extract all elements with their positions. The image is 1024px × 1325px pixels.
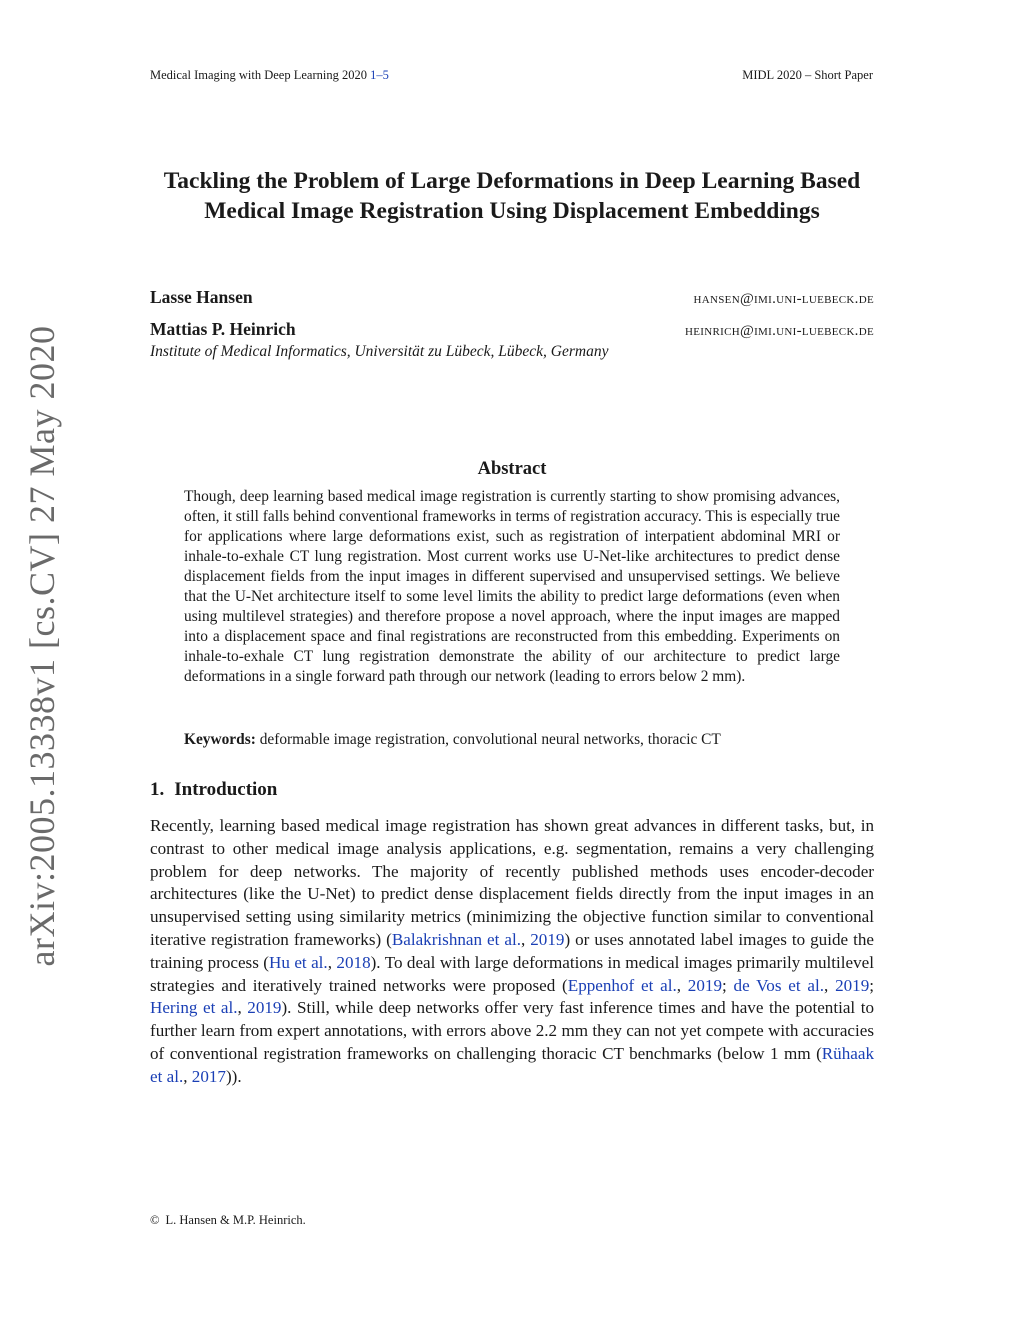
author-row-2 xyxy=(150,319,874,340)
affiliation: Institute of Medical Informatics, Universität zu Lübeck, Lübeck, Germany xyxy=(150,343,609,360)
paragraph-text: )). xyxy=(225,1066,242,1086)
section-number: 1. xyxy=(150,779,165,800)
paragraph-text: ). To deal with large deformations in medical images primarily multilevel strategies and iteratively trained networks were proposed ( xyxy=(150,952,875,995)
citation-year-link[interactable]: 2019 xyxy=(247,998,282,1018)
author-email[interactable]: heinrich@imi.uni-luebeck.de xyxy=(685,323,874,339)
citation-link[interactable]: Hering et al. xyxy=(150,998,238,1018)
section-heading-introduction xyxy=(150,779,277,801)
citation-link[interactable]: Rühaak et al. xyxy=(150,1043,874,1086)
paper-title: Tackling the Problem of Large Deformations in Deep Learning Based Medical Image Registration Using Displacement Embeddings xyxy=(163,168,861,224)
introduction-paragraph: Recently, learning based medical image registration has shown great advances in different tasks, but, in contrast to other medical image analysis applications, e.g. segmentation, remains a very challenging problem for deep networks. The majority of recently published methods uses encoder-decoder architectures (like the U-Net) to predict dense displacement fields directly from the input images in an unsupervised setting using similarity metrics (minimizing the objective function similar to conventional iterative registration frameworks) (Balakrishnan et al., 2019) or uses annotated label images to guide the training process (Hu et al., 2018). To deal with large deformations in medical images primarily multilevel strategies and iteratively trained networks were proposed (Eppenhof et al., 2019; de Vos et al., 2019; Hering et al., 2019). Still, while deep networks offer very fast inference times and have the potential to further learn from expert annotations, with errors above 2.2 mm they can not yet compete with accuracies of conventional registration frameworks on challenging thoracic CT benchmarks (below 1 mm (Rühaak et al., 2017)). xyxy=(150,816,875,1086)
author-email[interactable]: hansen@imi.uni-luebeck.de xyxy=(693,291,874,307)
paragraph-text: Recently, learning based medical image registration has shown great advances in different tasks, but, in contrast to other medical image analysis applications, e.g. segmentation, remains a very challenging problem for deep networks. The majority of recently published methods uses encoder-decoder architectures (like the U-Net) to predict dense displacement fields directly from the input images in an unsupervised setting using similarity metrics (minimizing the objective function similar to conventional iterative registration frameworks) ( xyxy=(150,816,874,949)
arxiv-stamp: arXiv:2005.13338v1 [cs.CV] 27 May 2020 xyxy=(22,325,62,967)
running-header-right: MIDL 2020 – Short Paper xyxy=(742,68,873,82)
running-header-left xyxy=(150,68,389,83)
author-name: Lasse Hansen xyxy=(150,287,253,307)
abstract-heading: Abstract xyxy=(477,459,547,479)
citation-year-link[interactable]: 2019 xyxy=(835,975,870,995)
paragraph-text: ). Still, while deep networks offer very fast inference times and have the potential to further learn from expert annotations, with errors above 2.2 mm they can not yet compete with accuracies of conventional registration frameworks on challenging thoracic CT benchmarks (below 1 mm ( xyxy=(150,998,874,1063)
venue-text: Medical Imaging with Deep Learning 2020 xyxy=(150,68,367,82)
citation-year-link[interactable]: 2017 xyxy=(191,1066,226,1086)
citation-year-link[interactable]: 2019 xyxy=(530,929,565,949)
citation-link[interactable]: Eppenhof et al. xyxy=(567,975,677,995)
copyright-footer xyxy=(150,1213,306,1228)
abstract-text: Though, deep learning based medical image registration is currently starting to show promising advances, often, it still falls behind conventional frameworks in terms of registration accuracy. This is especially true for applications where large deformations exist, such as registration of interpatient abdominal MRI or inhale-to-exhale CT lung registration. Most current works use U-Net-like architectures to predict dense displacement fields from the input images in different supervised and unsupervised settings. We believe that the U-Net architecture itself to some level limits the ability to predict large deformations (even when using multilevel strategies) and therefore propose a novel approach, where the input images are mapped into a displacement space and final registrations are reconstructed from this embedding. Experiments on inhale-to-exhale CT lung registration demonstrate the ability of our architecture to predict large deformations in a single forward path through our network (leading to errors below 2 mm). xyxy=(184,488,840,685)
citation-link[interactable]: Hu et al. xyxy=(269,952,328,972)
copyright-icon: © xyxy=(150,1213,160,1227)
citation-link[interactable]: de Vos et al. xyxy=(733,975,825,995)
keywords-list: deformable image registration, convolutional neural networks, thoracic CT xyxy=(259,731,721,748)
keywords xyxy=(184,730,840,750)
keywords-label: Keywords: xyxy=(184,731,256,748)
page-range-link[interactable]: 1–5 xyxy=(370,68,389,82)
section-title: Introduction xyxy=(174,779,278,800)
author-name: Mattias P. Heinrich xyxy=(150,319,296,339)
citation-link[interactable]: Balakrishnan et al. xyxy=(391,929,521,949)
citation-year-link[interactable]: 2018 xyxy=(336,952,371,972)
copyright-text: L. Hansen & M.P. Heinrich. xyxy=(165,1213,306,1227)
citation-year-link[interactable]: 2019 xyxy=(687,975,722,995)
author-row-1 xyxy=(150,287,874,308)
paragraph-text: ) or uses annotated label images to guide the training process ( xyxy=(150,929,874,972)
